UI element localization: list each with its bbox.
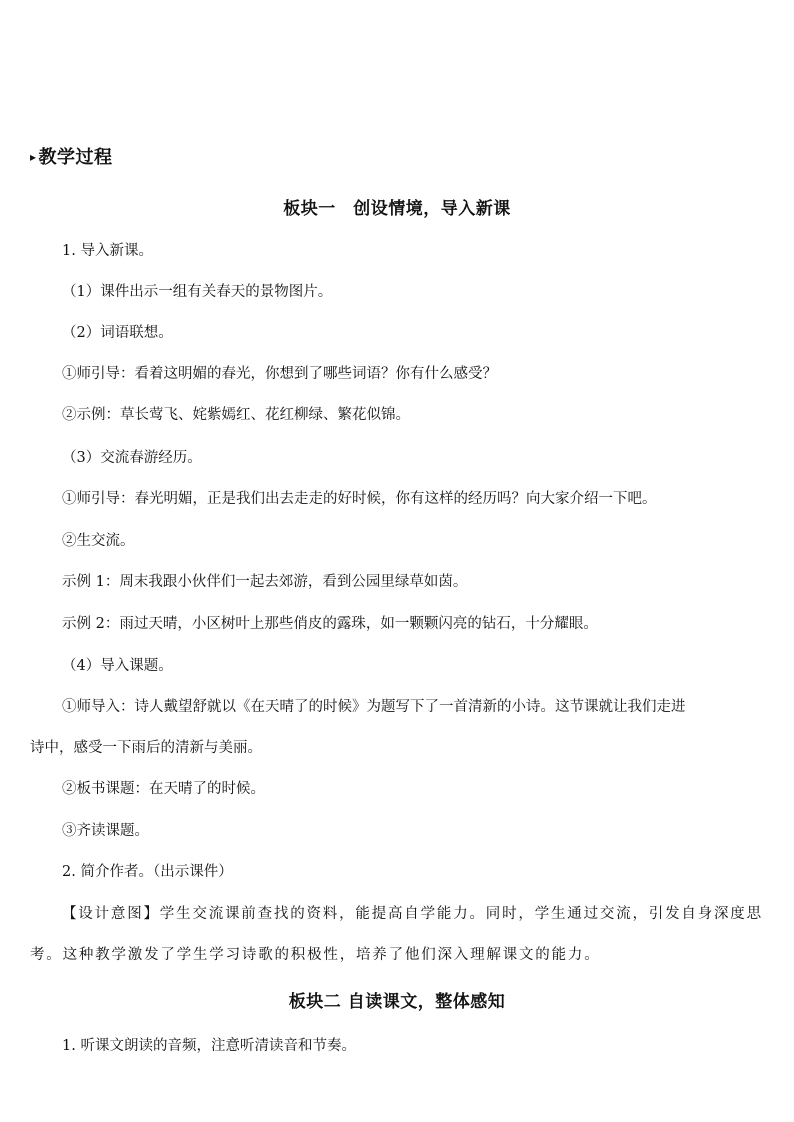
- paragraph-line: 诗中，感受一下雨后的清新与美丽。: [30, 740, 262, 756]
- paragraph-line: 示例 2：雨过天晴，小区树叶上那些俏皮的露珠，如一颗颗闪亮的钻石，十分耀眼。: [62, 616, 598, 632]
- paragraph-line: （3）交流春游经历。: [62, 450, 202, 466]
- paragraph-line: ①师导入：诗人戴望舒就以《在天晴了的时候》为题写下了一首清新的小诗。这节课就让我们走进: [62, 699, 686, 715]
- paragraph-line: ①师引导：春光明媚，正是我们出去走走的好时候，你有这样的经历吗？向大家介绍一下吧。: [62, 491, 657, 507]
- paragraph-line: ②生交流。: [62, 533, 135, 549]
- triangle-bullet-icon: ▸: [30, 150, 37, 164]
- section-heading: [30, 143, 113, 169]
- paragraph-line: 1. 导入新课。: [62, 243, 153, 259]
- paragraph-line: （4）导入课题。: [62, 658, 173, 674]
- paragraph-line: 示例 1：周末我跟小伙伴们一起去郊游，看到公园里绿草如茵。: [62, 574, 468, 590]
- paragraph-line: ①师引导：看着这明媚的春光，你想到了哪些词语？你有什么感受？: [62, 366, 497, 382]
- design-intent-line: 考。这种教学激发了学生学习诗歌的积极性，培养了他们深入理解课文的能力。: [30, 947, 601, 963]
- paragraph-line: （2）词语联想。: [62, 325, 173, 341]
- design-intent-line: 【设计意图】学生交流课前查找的资料，能提高自学能力。同时，学生通过交流，引发自身深度思: [62, 906, 763, 922]
- section-heading-text: 教学过程: [38, 147, 113, 168]
- block1-title: 板块一 创设情境，导入新课: [283, 199, 511, 219]
- block2-title: 板块二 自读课文，整体感知: [288, 992, 506, 1012]
- paragraph-line: ②示例：草长莺飞、姹紫嫣红、花红柳绿、繁花似锦。: [62, 407, 410, 423]
- paragraph-line: 1. 听课文朗读的音频，注意听清读音和节奏。: [62, 1038, 356, 1054]
- paragraph-line: ③齐读课题。: [62, 823, 149, 839]
- paragraph-line: （1）课件出示一组有关春天的景物图片。: [62, 284, 333, 300]
- paragraph-line: ②板书课题：在天晴了的时候。: [62, 781, 265, 797]
- paragraph-line: 2. 简介作者。（出示课件）: [62, 864, 233, 880]
